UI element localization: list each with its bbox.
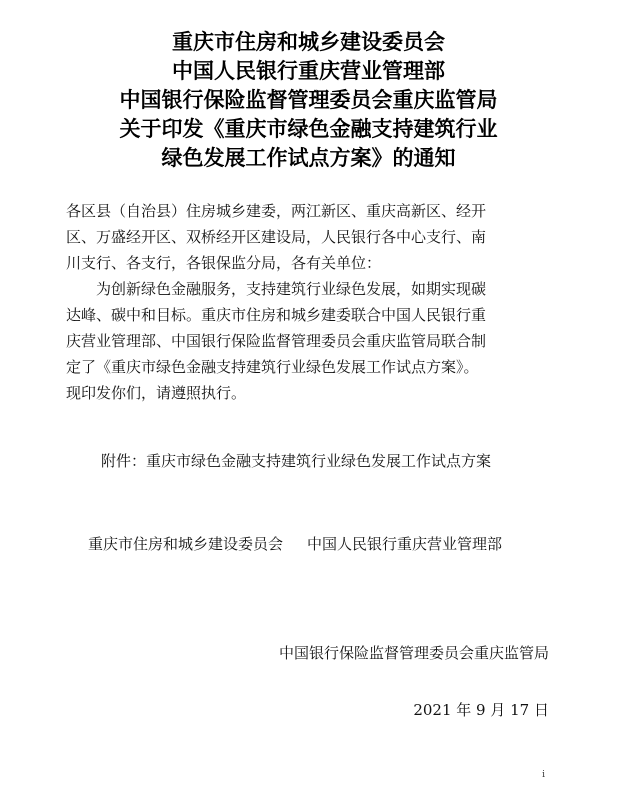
body-line-1: 为创新绿色金融服务，支持建筑行业绿色发展，如期实现碳 (96, 280, 487, 298)
body-line-4: 定了《重庆市绿色金融支持建筑行业绿色发展工作试点方案》。 (66, 358, 479, 376)
page-number: i (542, 770, 545, 780)
addressee-line-3: 川支行、各支行，各银保监分局，各有关单位： (66, 254, 382, 272)
title-line-3: 中国银行保险监督管理委员会重庆监管局 (119, 88, 498, 112)
attachment-line: 附件：重庆市绿色金融支持建筑行业绿色发展工作试点方案 (101, 452, 492, 470)
document-title (0, 28, 617, 173)
addressee-line-1: 各区县（自治县）住房城乡建委，两江新区、重庆高新区、经开 (66, 202, 487, 220)
signatory-cbirc-chongqing: 中国银行保险监督管理委员会重庆监管局 (278, 644, 549, 662)
issue-date: 2021 年 9 月 17 日 (413, 701, 549, 719)
signatory-housing-commission: 重庆市住房和城乡建设委员会 (88, 535, 284, 553)
title-line-4: 关于印发《重庆市绿色金融支持建筑行业 (119, 117, 498, 141)
addressee-line-2: 区、万盛经开区、双桥经开区建设局，人民银行各中心支行、南 (66, 228, 487, 246)
document-body (66, 198, 552, 406)
body-line-5: 现印发你们，请遵照执行。 (66, 384, 247, 402)
title-line-5: 绿色发展工作试点方案》的通知 (161, 146, 456, 170)
title-line-1: 重庆市住房和城乡建设委员会 (172, 30, 445, 54)
body-line-2: 达峰、碳中和目标。重庆市住房和城乡建委联合中国人民银行重 (66, 306, 487, 324)
signature-row (88, 531, 502, 557)
signatory-pboc-chongqing: 中国人民银行重庆营业管理部 (307, 535, 503, 553)
body-line-3: 庆营业管理部、中国银行保险监督管理委员会重庆监管局联合制 (66, 332, 487, 350)
title-line-2: 中国人民银行重庆营业管理部 (172, 59, 445, 83)
